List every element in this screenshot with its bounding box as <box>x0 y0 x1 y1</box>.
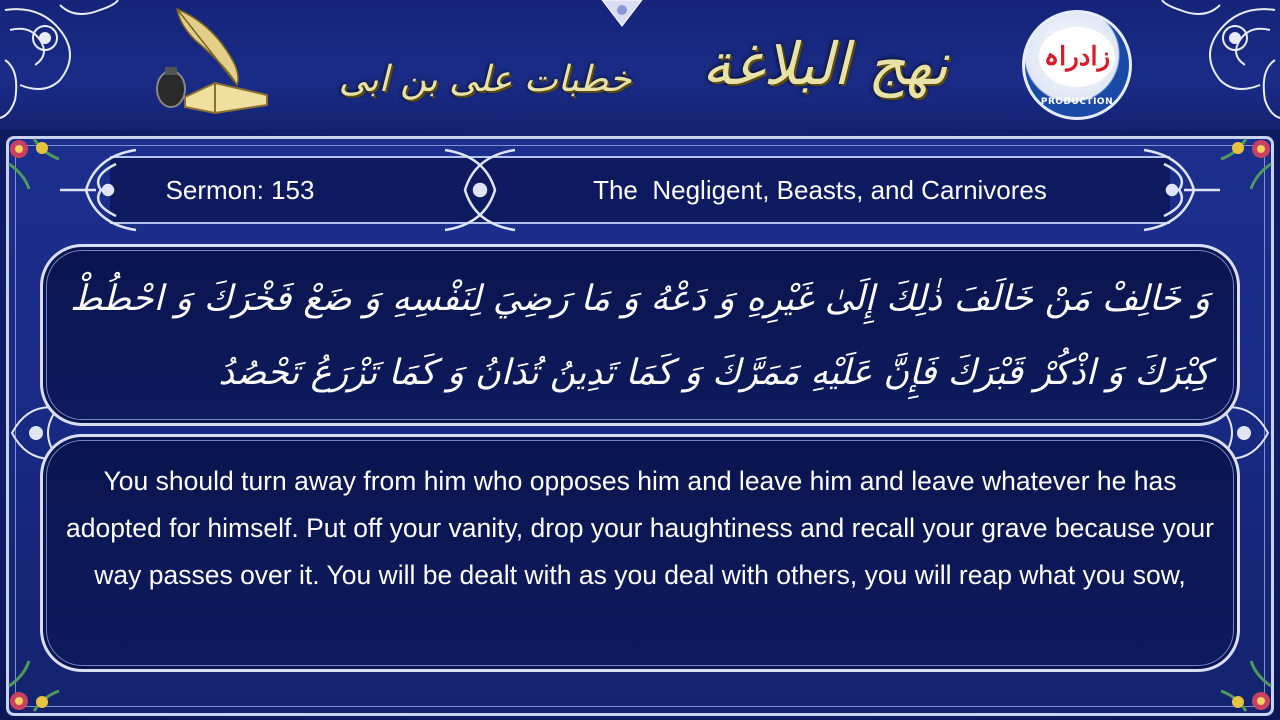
corner-flower-ornament <box>4 656 64 716</box>
sermon-title: The Negligent, Beasts, and Carnivores <box>593 175 1047 205</box>
sermon-number-label: Sermon: 153 <box>165 175 315 205</box>
logo-badge <box>1022 10 1132 120</box>
quill-and-book-icon <box>155 5 275 117</box>
title-divider-ornament <box>1134 146 1224 234</box>
corner-floral-ornament-top-left <box>0 0 120 120</box>
logo-text: زادراہ <box>1043 42 1111 72</box>
logo-inner <box>1039 27 1115 87</box>
corner-floral-ornament-top-right <box>1160 0 1280 120</box>
arabic-sermon-text: وَ خَالِفْ مَنْ خَالَفَ ذٰلِكَ إِلَىٰ غَيْرِهِ وَ دَعْهُ وَ مَا رَضِيَ لِنَفْسِهِ وَ ضَعْ فَخْرَكَ وَ احْطُطْ كِبْرَكَ وَ اذْكُرْ قَبْرَكَ فَإِنَّ عَلَيْهِ مَمَرَّكَ وَ كَمَا تَدِينُ تُدَانُ وَ كَمَا تَزْرَعُ تَحْصُدُ <box>70 279 1210 393</box>
corner-flower-ornament <box>4 134 64 194</box>
logo-subtitle: PRODUCTION <box>1040 97 1114 107</box>
corner-flower-ornament <box>1216 134 1276 194</box>
english-translation-text: You should turn away from him who opposes him and leave him and leave whatever he has adopted for himself. Put off your vanity, drop your haughtiness and recall your grave because your way passes over it. You will be dealt with as you deal with others, you will reap what you sow, <box>65 466 1214 590</box>
header-subtitle-arabic: خطبات علی بن ابی <box>338 59 632 100</box>
top-center-ornament <box>598 0 646 30</box>
corner-flower-ornament <box>1216 656 1276 716</box>
title-divider-ornament <box>56 146 146 234</box>
header-title-arabic: نهج البلاغة <box>701 30 949 98</box>
